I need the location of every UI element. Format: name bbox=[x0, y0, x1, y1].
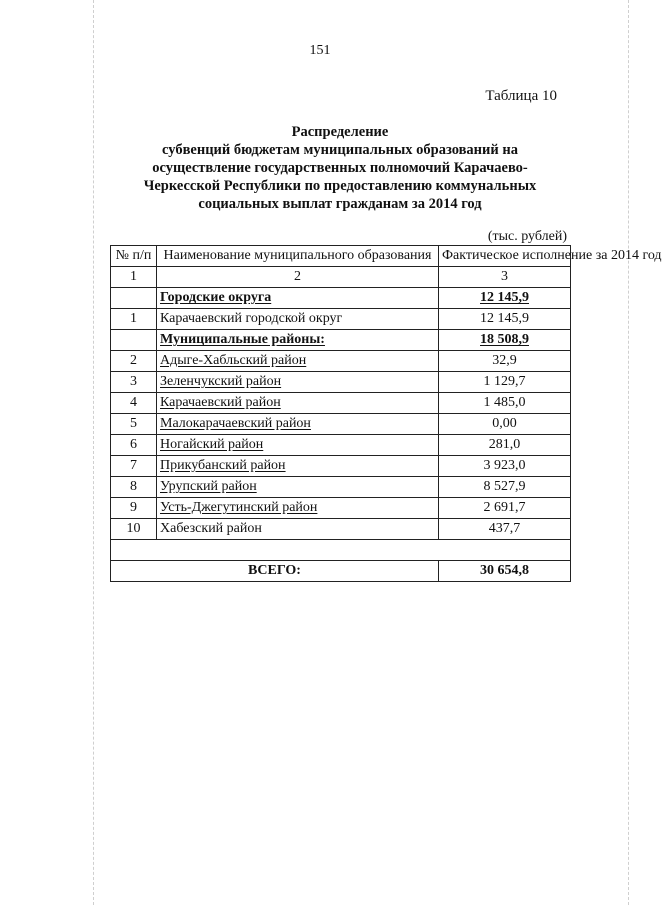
row-value: 1 485,0 bbox=[439, 393, 571, 414]
row-name: Усть-Джегутинский район bbox=[157, 498, 439, 519]
row-value: 12 145,9 bbox=[439, 309, 571, 330]
row-value: 18 508,9 bbox=[439, 330, 571, 351]
header-number: № п/п bbox=[111, 246, 157, 267]
table-row bbox=[111, 519, 571, 540]
table-row bbox=[111, 498, 571, 519]
row-number: 9 bbox=[111, 498, 157, 519]
row-value: 8 527,9 bbox=[439, 477, 571, 498]
row-number: 7 bbox=[111, 456, 157, 477]
row-number: 1 bbox=[111, 309, 157, 330]
units-label: (тыс. рублей) bbox=[487, 229, 567, 244]
row-name: Урупский район bbox=[157, 477, 439, 498]
row-number: 10 bbox=[111, 519, 157, 540]
distribution-table bbox=[110, 245, 662, 582]
table-row bbox=[111, 414, 571, 435]
row-value: 281,0 bbox=[439, 435, 571, 456]
table-row bbox=[111, 477, 571, 498]
column-number-2: 2 bbox=[157, 267, 439, 288]
title-line-3: осуществление государственных полномочий Карачаево- bbox=[152, 160, 528, 176]
document-title bbox=[90, 123, 590, 213]
row-name: Прикубанский район bbox=[157, 456, 439, 477]
row-number: 6 bbox=[111, 435, 157, 456]
row-name: Хабезский район bbox=[157, 519, 439, 540]
row-value: 1 129,7 bbox=[439, 372, 571, 393]
row-value: 32,9 bbox=[439, 351, 571, 372]
total-row bbox=[111, 561, 571, 582]
header-name: Наименование муниципального образования bbox=[157, 246, 439, 267]
row-name: Зеленчукский район bbox=[157, 372, 439, 393]
row-name: Малокарачаевский район bbox=[157, 414, 439, 435]
title-line-5: социальных выплат гражданам за 2014 год bbox=[198, 196, 482, 212]
table-row bbox=[111, 330, 571, 351]
empty-cell bbox=[111, 540, 571, 561]
row-value: 3 923,0 bbox=[439, 456, 571, 477]
row-number bbox=[111, 330, 157, 351]
row-number: 4 bbox=[111, 393, 157, 414]
table-header-row bbox=[111, 246, 571, 267]
row-number: 2 bbox=[111, 351, 157, 372]
row-name: Муниципальные районы: bbox=[157, 330, 439, 351]
row-name: Карачаевский район bbox=[157, 393, 439, 414]
row-name: Ногайский район bbox=[157, 435, 439, 456]
column-number-1: 1 bbox=[111, 267, 157, 288]
empty-row bbox=[111, 540, 571, 561]
row-number bbox=[111, 288, 157, 309]
table-row bbox=[111, 456, 571, 477]
table-row bbox=[111, 288, 571, 309]
title-line-4: Черкесской Республики по предоставлению коммунальных bbox=[143, 178, 537, 194]
right-margin-line bbox=[628, 0, 629, 905]
row-number: 5 bbox=[111, 414, 157, 435]
total-label: ВСЕГО: bbox=[111, 561, 439, 582]
table-label: Таблица 10 bbox=[485, 88, 557, 104]
title-line-2: субвенций бюджетам муниципальных образований на bbox=[162, 142, 518, 158]
table-row bbox=[111, 372, 571, 393]
total-value: 30 654,8 bbox=[439, 561, 571, 582]
row-number: 3 bbox=[111, 372, 157, 393]
table-row bbox=[111, 435, 571, 456]
header-value: Фактическое исполнение за 2014 год bbox=[439, 246, 571, 267]
row-value: 12 145,9 bbox=[439, 288, 571, 309]
table-row bbox=[111, 351, 571, 372]
page-number: 151 bbox=[309, 43, 331, 58]
row-name: Городские округа bbox=[157, 288, 439, 309]
row-name: Карачаевский городской округ bbox=[157, 309, 439, 330]
column-number-row bbox=[111, 267, 571, 288]
row-value: 0,00 bbox=[439, 414, 571, 435]
title-line-1: Распределение bbox=[291, 124, 389, 140]
column-number-3: 3 bbox=[439, 267, 571, 288]
row-value: 437,7 bbox=[439, 519, 571, 540]
row-number: 8 bbox=[111, 477, 157, 498]
row-name: Адыге-Хабльский район bbox=[157, 351, 439, 372]
table-row bbox=[111, 393, 571, 414]
table-row bbox=[111, 309, 571, 330]
row-value: 2 691,7 bbox=[439, 498, 571, 519]
